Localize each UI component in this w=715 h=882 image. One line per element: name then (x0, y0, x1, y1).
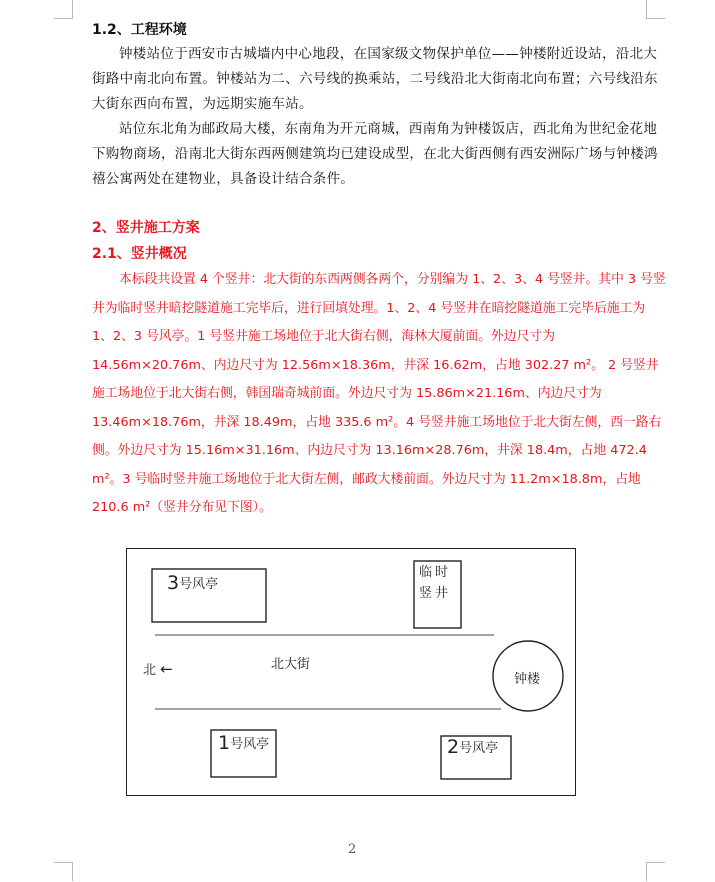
arrow-left-icon: ← (160, 660, 173, 678)
vent-1-label: 1号风亭 (218, 732, 270, 754)
bell-tower-label: 钟楼 (514, 672, 541, 687)
shaft-plan-heading: 2、竖井施工方案 (92, 220, 200, 236)
page-number: 2 (348, 842, 357, 857)
north-label: 北 ← (143, 660, 173, 678)
crop-mark-bottom-right (646, 862, 665, 881)
vent-2-label: 2号风亭 (447, 736, 499, 758)
crop-mark-top-left (54, 0, 73, 19)
temp-shaft-label: 临时竖井 (419, 565, 452, 601)
paragraph-shaft-overview: 本标段共设置 4 个竖井：北大街的东西两侧各两个，分别编为 1、2、3、4 号竖井。其中 3 号竖井为临时竖井暗挖隧道施工完毕后，进行回填处理。1、2、4 号竖井在暗挖隧道施工完毕后施工为 1、2、3 号风亭。1 号竖井施工场地位于北大街右侧，海林大厦前面。外边尺寸为 14.56m×20.76m、内边尺寸为 12.56m×18.36m，井深 16.62m，占地 302.27 m²。 2 号竖井施工场地位于北大街右侧，韩国瑞奇城前面。外边尺寸为 15.86m×21.16m、内边尺寸为 13.46m×18.76m，井深 18.49m，占地 335.6 m²。4 号竖井施工场地位于北大街左侧，西一路右侧。外边尺寸为 15.16m×31.16m、内边尺寸为 13.16m×28.76m，井深 18.4m，占地 472.4 m²。3 号临时竖井施工场地位于北大街左侧，邮政大楼前面。外边尺寸为 11.2m×18.8m，占地 210.6 m²（竖井分布见下图）。 (92, 272, 666, 515)
paragraph-station-location: 钟楼站位于西安市古城墙内中心地段，在国家级文物保护单位——钟楼附近设站，沿北大街路中南北向布置。钟楼站为二、六号线的换乘站，二号线沿北大街南北向布置；六号线沿东大街东西向布置，为远期实施车站。 (92, 46, 658, 112)
crop-mark-bottom-left (54, 862, 73, 881)
paragraph-station-surroundings: 站位东北角为邮政局大楼，东南角为开元商城，西南角为钟楼饭店，西北角为世纪金花地下购物商场，沿南北大街东西两侧建筑均已建设成型，在北大街西侧有西安洲际广场与钟楼鸿禧公寓两处在建物业，具备设计结合条件。 (92, 121, 658, 187)
street-label: 北大街 (271, 657, 311, 672)
crop-mark-top-right (646, 0, 665, 19)
shaft-layout-diagram (126, 548, 576, 796)
section-heading: 1.2、工程环境 (92, 22, 187, 38)
shaft-overview-heading: 2.1、竖井概况 (92, 246, 187, 262)
vent-3-label: 3号风亭 (167, 572, 219, 594)
